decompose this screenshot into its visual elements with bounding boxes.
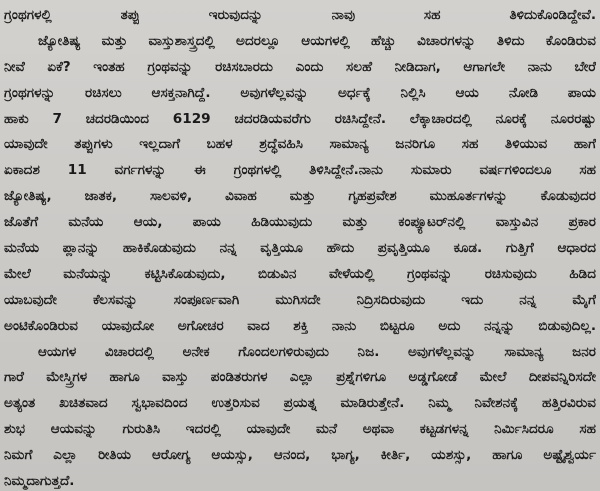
text-line: ಆಯಗಳ ವಿಚಾರದಲ್ಲಿ ಅನೇಕ ಗೊಂದಲಗಳಿರುವುದು ನಿಜ. ಅವುಗಳೆಲ್ಲವನ್ನು ಸಾಮಾನ್ಯ ಜನರ bbox=[38, 343, 596, 360]
text-line: ಜ್ಯೋತಿಷ್ಯ ಮತ್ತು ವಾಸ್ತುಶಾಸ್ತ್ರದಲ್ಲಿ ಅದರಲ್ಲೂ ಆಯಗಳಲ್ಲಿ ಹೆಚ್ಚು ವಿಚಾರಗಳನ್ನು ತಿಳಿದು ಕೊಂಡಿರುವ bbox=[38, 32, 596, 49]
text-line: ಜ್ಯೋತಿಷ್ಯ, ಜಾತಕ, ಸಾಲವಳಿ, ವಿವಾಹ ಮತ್ತು ಗೃಹಪ್ರವೇಶ ಮುಹೂರ್ತಗಳನ್ನು ಕೊಡುವುದರ bbox=[4, 188, 596, 205]
text-line: ಮೇಲೆ ಮನೆಯನ್ನು ಕಟ್ಟಿಸಿಕೊಡುವುದು, ಬಿಡುವಿನ ವೇಳೆಯಲ್ಲಿ ಗ್ರಂಥವನ್ನು ರಚಿಸುವುದು ಹಿಡಿದ bbox=[4, 265, 596, 282]
text-line: ಗಾರೆ ಮೇಸ್ತ್ರಿಗಳ ಹಾಗೂ ವಾಸ್ತು ಪಂಡಿತರುಗಳ ಎಲ್ಲಾ ಪ್ರಶ್ನೆಗಳಿಗೂ ಅಡ್ಡಗೋಡೆ ಮೇಲೆ ದೀಪವನ್ನಿರಿಸದೇ bbox=[4, 369, 596, 386]
text-line: ಯಾಬವುದೇ ಕೆಲಸವನ್ನು ಸಂಪೂರ್ಣವಾಗಿ ಮುಗಿಸದೇ ನಿದ್ರಿಸದಿರುವುದು ಇದು ನನ್ನ ಮೈಗೆ bbox=[4, 291, 596, 308]
text-line: ನಿಮಗೆ ಎಲ್ಲಾ ರೀತಿಯ ಆರೋಗ್ಯ ಆಯಸ್ಸು, ಆನಂದ, ಭಾಗ್ಯ, ಕೀರ್ತಿ, ಯಶಸ್ಸು, ಹಾಗೂ ಅಷ್ಟೈಶ್ವರ್ಯ bbox=[4, 447, 596, 464]
text-line: ನೀವೆ ಏಕೆ? ಇಂತಹ ಗ್ರಂಥವನ್ನು ರಚಿಸಬಾರದು ಎಂದು ಸಲಹೆ ನೀಡಿದಾಗ, ಆಗಾಗಲೇ ನಾನು ಬೇರೆ bbox=[4, 58, 596, 75]
text-line: ಮನೆಯ ಪ್ಲಾನನ್ನು ಹಾಕಿಕೊಡುವುದು ನನ್ನ ವೃತ್ತಿಯೂ ಹೌದು ಪ್ರವೃತ್ತಿಯೂ ಕೂಡ. ಗುತ್ತಿಗೆ ಆಧಾರದ bbox=[4, 240, 596, 257]
text-line: ಅಂಟಿಕೊಂಡಿರುವ ಯಾವುದೋ ಅಗೋಚರ ವಾದ ಶಕ್ತಿ ನಾನು ಬಿಟ್ಟರೂ ಅದು ನನ್ನನ್ನು ಬಿಡುವುದಿಲ್ಲ. bbox=[4, 317, 596, 334]
text-line: ಹಾಕು 7 ಚದರಡಿಯಿಂದ 6129 ಚದರಡಿಯವರೆಗು ರಚಿಸಿದ್ದೇನೆ. ಲೆಕ್ಕಾಚಾರದಲ್ಲಿ ನೂರಕ್ಕೆ ನೂರರಷ್ಟು bbox=[4, 110, 596, 127]
text-line: ಜೊತೆಗೆ ಮನೆಯ ಆಯ, ಪಾಯ ಹಿಡಿಯುವುದು ಮತ್ತು ಕಂಪ್ಯೂಟರ್‌ನಲ್ಲಿ ವಾಸ್ತುವಿನ ಪ್ರಕಾರ bbox=[4, 214, 596, 231]
text-line: ಏಕಾದಶ 11 ವರ್ಗಗಳನ್ನು ಈ ಗ್ರಂಥಗಳಲ್ಲಿ ತಿಳಿಸಿದ್ದೇನೆ.ನಾನು ಸುಮಾರು ವರ್ಷಗಳಿಂದಲೂ ಸಹ bbox=[4, 162, 596, 179]
text-line: ಗ್ರಂಥಗಳನ್ನು ರಚಿಸಲು ಆಸಕ್ತನಾಗಿದ್ದೆ. ಅವುಗಳೆಲ್ಲವನ್ನು ಅರ್ಧಕ್ಕೆ ನಿಲ್ಲಿಸಿ ಆಯ ನೋಡಿ ಪಾಯ bbox=[4, 84, 596, 101]
text-line: ಅತ್ಯಂತ ಖಚಿತವಾದ ಸ್ವಭಾವದಿಂದ ಉತ್ತರಿಸುವ ಪ್ರಯತ್ನ ಮಾಡಿರುತ್ತೇನೆ. ನಿಮ್ಮ ನಿವೇಶನಕ್ಕೆ ಹತ್ತಿರವಿರುವ bbox=[4, 395, 596, 412]
text-line: ಯಾವುದೇ ತಪ್ಪುಗಳು ಇಲ್ಲದಾಗೆ ಬಹಳ ಶ್ರದ್ಧೆವಹಿಸಿ ಸಾಮಾನ್ಯ ಜನರಿಗೂ ಸಹ ತಿಳಿಯುವ ಹಾಗೆ bbox=[4, 136, 596, 153]
text-line: ಶುಭ ಆಯವನ್ನು ಗುರುತಿಸಿ ಇದರಲ್ಲಿ ಯಾವುದೇ ಮನೆ ಅಥವಾ ಕಟ್ಟಡಗಳನ್ನ ನಿರ್ಮಿಸಿದರೂ ಸಹ bbox=[4, 421, 596, 438]
text-line: ನಿಮ್ಮದಾಗುತ್ತದೆ. bbox=[4, 473, 75, 490]
text-line: ಗ್ರಂಥಗಳಲ್ಲಿ ತಪ್ಪು ಇರುವುದನ್ನು ನಾವು ಸಹ ತಿಳಿದುಕೊಂಡಿದ್ದೇವೆ. bbox=[4, 7, 596, 23]
body-text bbox=[4, 3, 596, 491]
